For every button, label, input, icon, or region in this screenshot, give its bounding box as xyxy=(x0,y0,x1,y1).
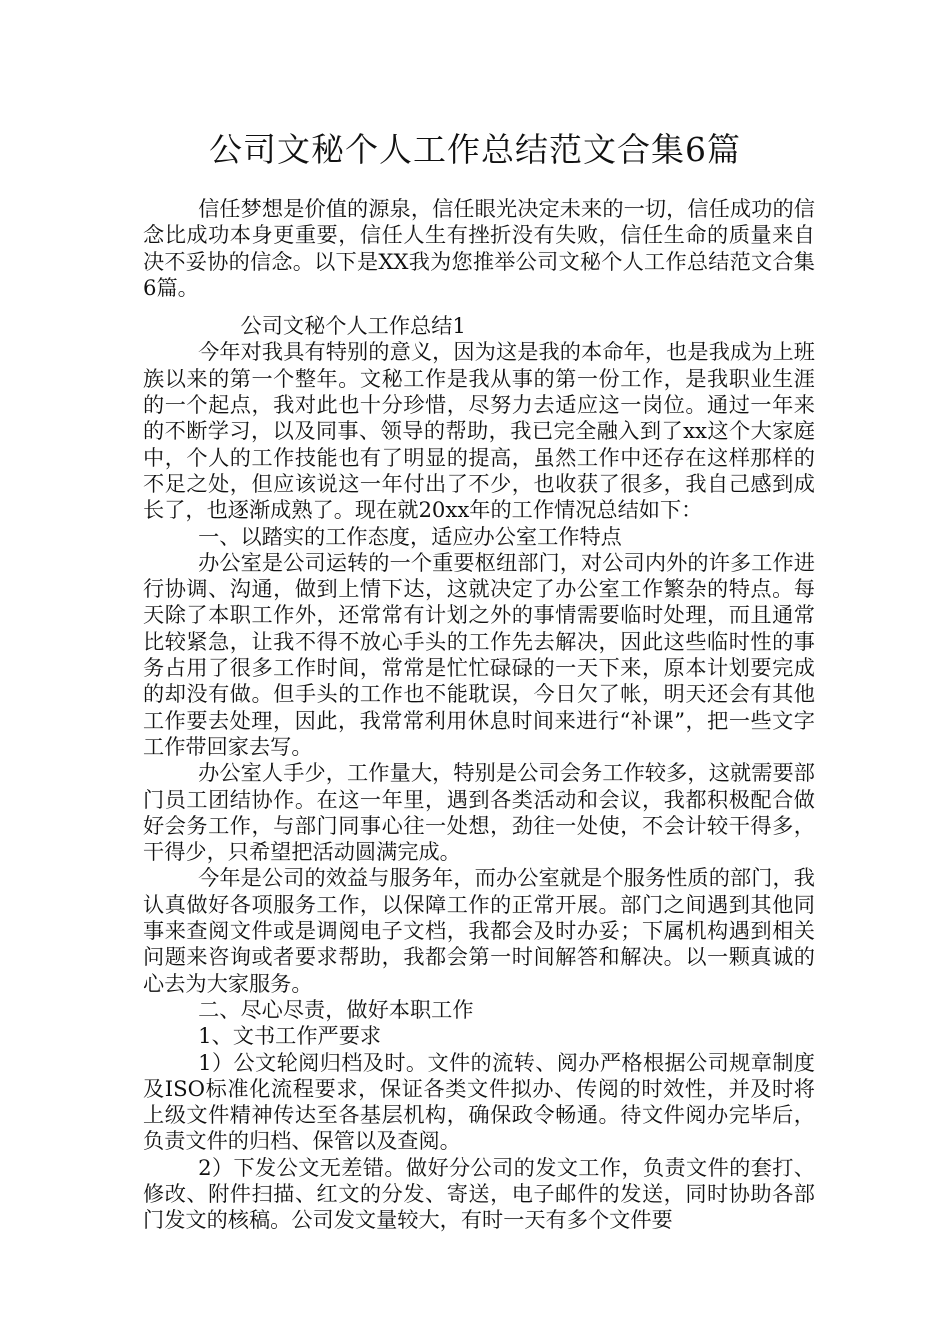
section-subtitle: 公司文秘个人工作总结1 xyxy=(240,313,466,339)
subsection-heading: 1、文书工作严要求 xyxy=(198,1023,382,1049)
document-title: 公司文秘个人工作总结范文合集6篇 xyxy=(209,130,741,169)
document-body xyxy=(143,196,815,1234)
intro-paragraph: 信任梦想是价值的源泉，信任眼光决定未来的一切，信任成功的信念比成功本身更重要，信任人生有挫折没有失败，信任生命的质量来自决不妥协的信念。以下是XX我为您推举公司文秘个人工作总结范文合集6篇。 xyxy=(143,196,815,300)
body-paragraph: 今年对我具有特别的意义，因为这是我的本命年，也是我成为上班族以来的第一个整年。文秘工作是我从事的第一份工作，是我职业生涯的一个起点，我对此也十分珍惜，尽努力去适应这一岗位。通过一年来的不断学习，以及同事、领导的帮助，我已完全融入到了xx这个大家庭中，个人的工作技能也有了明显的提高，虽然工作中还存在这样那样的不足之处，但应该说这一年付出了不少，也收获了很多，我自己感到成长了，也逐渐成熟了。现在就20xx年的工作情况总结如下： xyxy=(143,339,815,523)
body-paragraph: 办公室人手少，工作量大，特别是公司会务工作较多，这就需要部门员工团结协作。在这一年里，遇到各类活动和会议，我都积极配合做好会务工作，与部门同事心往一处想，劲往一处使，不会计较干得多，干得少，只希望把活动圆满完成。 xyxy=(143,760,815,865)
body-paragraph: 2）下发公文无差错。做好分公司的发文工作，负责文件的套打、修改、附件扫描、红文的分发、寄送，电子邮件的发送，同时协助各部门发文的核稿。公司发文量较大，有时一天有多个文件要 xyxy=(143,1154,815,1233)
section-heading: 一、以踏实的工作态度，适应办公室工作特点 xyxy=(198,523,622,549)
body-paragraph: 今年是公司的效益与服务年，而办公室就是个服务性质的部门，我认真做好各项服务工作，以保障工作的正常开展。部门之间遇到其他同事来查阅文件或是调阅电子文档，我都会及时办妥；下属机构遇到相关问题来咨询或者要求帮助，我都会第一时间解答和解决。以一颗真诚的心去为大家服务。 xyxy=(143,865,815,996)
body-paragraph: 1）公文轮阅归档及时。文件的流转、阅办严格根据公司规章制度及ISO标准化流程要求，保证各类文件拟办、传阅的时效性，并及时将上级文件精神传达至各基层机构，确保政令畅通。待文件阅办完毕后，负责文件的归档、保管以及查阅。 xyxy=(143,1049,815,1154)
body-paragraph: 办公室是公司运转的一个重要枢纽部门，对公司内外的许多工作进行协调、沟通，做到上情下达，这就决定了办公室工作繁杂的特点。每天除了本职工作外，还常常有计划之外的事情需要临时处理，而且通常比较紧急，让我不得不放心手头的工作先去解决，因此这些临时性的事务占用了很多工作时间，常常是忙忙碌碌的一天下来，原本计划要完成的却没有做。但手头的工作也不能耽误，今日欠了帐，明天还会有其他工作要去处理，因此，我常常利用休息时间来进行“补课”，把一些文字工作带回家去写。 xyxy=(143,549,815,759)
section-heading: 二、尽心尽责，做好本职工作 xyxy=(198,996,474,1022)
